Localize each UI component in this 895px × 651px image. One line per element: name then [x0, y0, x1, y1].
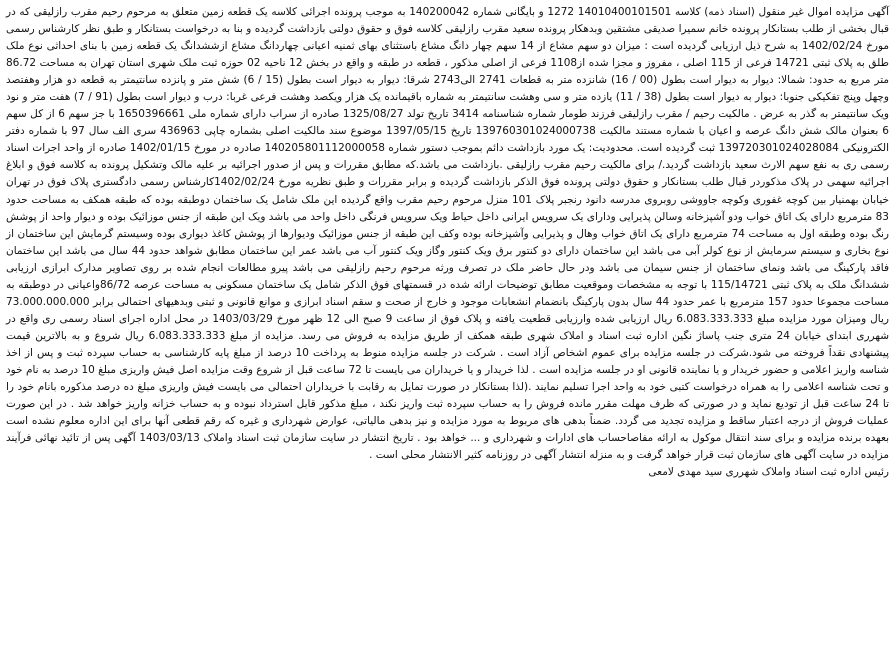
notice-body: آگهی مزایده اموال غیر منقول (اسناد ذمه) کلاسه 14010400101501 1272 و بایگانی شماره 140200042 به موجب پرونده اجرائی کلاسه یک قطعه زمین متعلق به مرحوم رحیم مقرب رازلیقی که در قبال بخشی از طلب بستانکار پرونده خانم سمیرا صدیقی مشتقین وبدهکار پرونده سعید مقرب رازلیقی کلاسه فوق و حقوق دولتی بازداشت گردیده و بنا به درخواست بستانکار و طبق نظر کارشناس رسمی مورخ 1402/02/24 به شرح ذیل ارزیابی گردیده است : میزان دو سهم مشاع از 14 سهم چهار دانگ مشاع باستثنای بهای ثمنیه اعیانی چهاردانگ مشاع ازششدانگ یک قطعه زمین با بنای احداثی نوع ملک طلق به پلاک ثبتی 14721 فرعی از 115 اصلی ، مفروز و مجزا شده از1108 فرعی از اصلی مذکور ، قطعه در طبقه و واقع در بخش 12 ناحیه 02 حوزه ثبت ملک شهری استان تهران به مساحت 86.72 متر مربع به حدود: شمالا: دیوار به دیوار است بطول (00 / 16) شانزده متر به قطعات 2741 الی2743 شرقا: دیوار به دیوار است بطول (15 / 6) شش متر و پانزده سانتیمتر به قطعه دو هزار وهفتصد وچهل وپنج تفکیکی جنوبا: دیوار به دیوار است بطول (38 / 11) یازده متر و سی وهشت سانتیمتر به شماره باقیمانده یک هزار ویکصد وهشت فرعی غربا: درب و دیوار است بطول (91 / 7) هفت متر و نود ویک سانتیمتر به گذر به عرض . مالکیت رحیم / مقرب رازلیقی فرزند طومار شماره شناسنامه 3414 تاریخ تولد 1325/08/27 صادره از سراب دارای شماره ملی 1650396661 با جز سهم 6 از کل سهم 6 بعنوان مالک شش دانگ عرصه و اعیان با شماره مستند مالکیت 139760301024000738 تاریخ 1397/05/15 موضوع سند مالکیت اصلی بشماره چاپی 436963 سری الف سال 97 با شماره دفتر الکترونیکی 139720301024028084 ثبت گردیده است. محدودیت: یک مورد بازداشت دائم بموجب دستور شماره 140205801112000058 صادره در مورخ 1402/01/15 صادره از واحد اجرات اسناد رسمی ری به نفع سهم الارث سعید بازداشت گردید./ برای مالکیت رحیم مقرب رازلیقی .بازداشت می باشد.که مطابق مقررات و پس از صدور اجرائیه بر علیه مالک وتشکیل پرونده به کلاسه فوق و ابلاغ اجرائیه سهمی در پلاک مذکوردر قبال طلب بستانکار و حقوق دولتی پرونده فوق الذکر بازداشت گردیده و برابر مقررات و طبق نظریه مورخ 1402/02/24کارشناس رسمی دادگستری پلاک فوق در تهران خیابان بهمنیار بین کوچه غفوری وکوچه جاووشی روبروی مدرسه دانود رنجبر پلاک 101 منزل مرحوم رحیم مقرب واقع گردیده این ملک شامل یک ساختمان دوطبقه بوده که طبقه همکف به مساحت حدود 83 مترمربع دارای یک اتاق خواب ودو آشپزخانه وسالن پذیرایی ودارای یک سرویس ایرانی داخل حیاط ویک سرویس فرنگی داخل واحد می باشد ویک این طبقه از جنس موزائیک بوده و دیوار واحد از پوشش رنگ بوده وطبقه اول به مساحت 74 مترمربع دارای یک اتاق خواب وهال و پذیرایی وآشپزخانه بوده وکف این طبقه از جنس موزائیک ودیوارها از پوشش کاغذ دیواری بوده وسیستم گرمایش این ساختمان از نوع بخاری و سیستم سرمایش از نوع کولر آبی می باشد این ساختمان دارای دو کنتور برق ویک کنتور وگاز ویک کنتور آب می باشد عمر این ساختمان مطابق شواهد حدود 44 سال می باشد این ساختمان فاقد پارکینگ می باشد ونمای ساختمان از جنس سیمان می باشد ودر حال حاضر ملک در تصرف ورثه مرحوم رحیم رازلیقی می باشد پیرو مطالعات انجام شده بر روی تصاویر مدارک ابرازی ارزیابی ششدانگ ملک به پلاک ثبتی 115/14721 با توجه به مشخصات وموقعیت مطابق توضیحات ارائه شده در قسمتهای فوق الذکر شامل یک ساختمان مسکونی به مساحت عرصه 86/72واعیانی در دوطبقه به مساحت مجموعا حدود 157 مترمربع با عمر حدود 44 سال بدون پارکینگ بانضمام انشعابات موجود و خارج از صحت و سقم اسناد ابرازی و موانع قانونی و ثبتی وبدهیهای احتمالی برابر 73.000.000.000 ریال ومیزان مورد مزایده مبلغ 6.083.333.333 ریال ارزیابی شده وارزیابی قطعیت یافته و پلاک فوق از ساعت 9 صبح الی 12 ظهر مورخ 1403/03/29 در محل اداره اجرای اسناد رسمی ری واقع در شهرری ابتدای خیابان 24 متری جنب پاساژ نگین اداره ثبت اسناد و املاک شهری طبقه همکف از طریق مزایده به فروش می رسد. مزایده از مبلغ 6.083.333.333 ریال شروع و به بالاترین قیمت پیشنهادی نقداً فروخته می شود.شرکت در جلسه مزایده برای عموم اشخاص آزاد است . شرکت در جلسه مزایده منوط به پرداخت 10 درصد از مبلغ پایه کارشناسی به حساب سپرده ثبت و پس از اخذ شناسه واریز اعلامی و حضور خریدار و یا نماینده قانونی او در جلسه مزایده است . لذا خریدار و یا خریداران می بایست تا 72 ساعت قبل از شروع وقت مزایده اصل فیش واریزی مبلغ 10 درصد به نام خود و تحت شناسه اعلامی را به همراه درخواست کتبی خود به واحد اجرا تسلیم نمایند .(لذا بستانکار در صورت تمایل به رقابت با خریداران احتمالی می بایست فیش واریزی مبلغ ده درصد مذکوره بانام خود را تا 24 ساعت قبل از تودیع نماید و در صورتی که ظرف مهلت مقرر مانده فروش را به حساب سپرده ثبت واریز نکند ، مبلغ مذکور قابل استرداد نبوده و به حساب خزانه واریز خواهد شد . در این صورت عملیات فروش از درجه اعتبار ساقط و مزایده تجدید می گردد. ضمناً بدهی های مربوط به مورد مزایده و نیز بدهی مالیاتی، عوارض شهرداری و غیره که رقم قطعی آنها برای این اداره معلوم نشده است بعهده برنده مزایده و برای سند انتقال موکول به ارائه مفاصاحساب های ادارات و شهرداری و ... خواهد بود . تاریخ انتشار در سایت سازمان ثبت اسناد واملاک 1403/03/13 آگهی پس از تائید نهائی فرآیند مزایده در سایت آگهی های سازمان ثبت قرار خواهد گرفت و به منزله انتشار آگهی در روزنامه کثیر الانتشار محلی است . [6, 6, 890, 462]
notice-signature: رئیس اداره ثبت اسناد واملاک شهرری سید مهدی لامعی [648, 466, 889, 479]
